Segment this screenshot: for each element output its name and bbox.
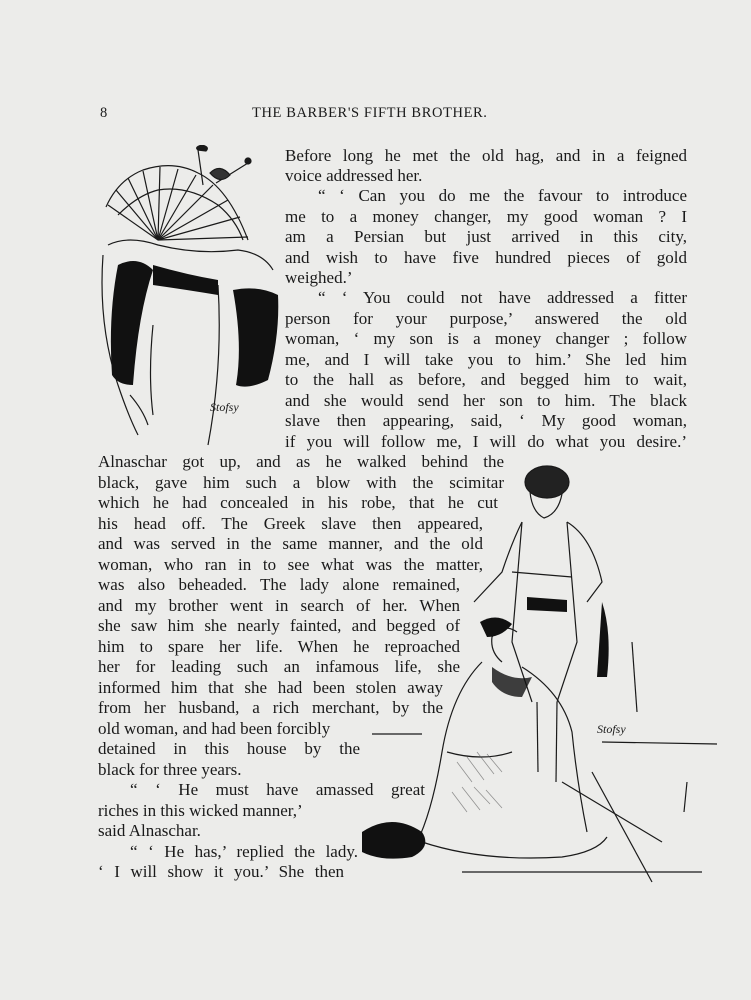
fan-headdress-illustration <box>98 145 283 450</box>
text-line: “ ‘ Can you do me the favour to introduce <box>318 186 687 205</box>
running-title: THE BARBER'S FIFTH BROTHER. <box>252 105 488 121</box>
text-line: him to spare her life. When he reproached <box>98 637 460 656</box>
text-line: black, gave him such a blow with the scimitar <box>98 473 504 492</box>
text-line: and wish to have five hundred pieces of gold <box>285 248 687 267</box>
text-line: ‘ I will show it you.’ She then <box>98 862 344 881</box>
text-line: detained in this house by the <box>98 739 360 758</box>
text-line: woman, ‘ my son is a money changer ; follow <box>285 329 687 348</box>
text-line: and my brother went in search of her. When <box>98 596 460 615</box>
text-line: if you will follow me, I will do what you desire.’ <box>285 432 687 451</box>
text-line: am a Persian but just arrived in this city, <box>285 227 687 246</box>
page-number: 8 <box>100 105 108 121</box>
text-line: to the hall as before, and begged him to wait, <box>285 370 687 389</box>
scene-illustration-signature: Stofsy <box>597 722 626 736</box>
text-line: weighed.’ <box>285 268 353 287</box>
text-line: slave then appearing, said, ‘ My good woman, <box>285 411 687 430</box>
text-line: black for three years. <box>98 760 242 779</box>
text-line: from her husband, a rich merchant, by the <box>98 698 443 717</box>
text-line: riches in this wicked manner,’ <box>98 801 303 820</box>
text-line: and was served in the same manner, and the old <box>98 534 483 553</box>
text-line: she saw him she nearly fainted, and begged of <box>98 616 460 635</box>
text-line: old woman, and had been forcibly <box>98 719 331 738</box>
text-line: me, and I will take you to him.’ She led him <box>285 350 687 369</box>
text-line: said Alnaschar. <box>98 821 201 840</box>
text-line: voice addressed her. <box>285 166 423 185</box>
text-line: “ ‘ He must have amassed great <box>130 780 425 799</box>
text-line: me to a money changer, my good woman ? I <box>285 207 687 226</box>
text-line: which he had concealed in his robe, that he cut <box>98 493 498 512</box>
text-line: person for your purpose,’ answered the old <box>285 309 687 328</box>
fan-illustration-signature: Stofsy <box>210 400 239 414</box>
text-line: informed him that she had been stolen away <box>98 678 443 697</box>
text-line: “ ‘ He has,’ replied the lady. <box>130 842 358 861</box>
text-line: his head off. The Greek slave then appeared, <box>98 514 483 533</box>
text-line: was also beheaded. The lady alone remained, <box>98 575 460 594</box>
text-line: Before long he met the old hag, and in a feigned <box>285 146 687 165</box>
text-line: woman, who ran in to see what was the matter, <box>98 555 483 574</box>
page-header <box>0 105 751 129</box>
text-line: “ ‘ You could not have addressed a fitter <box>318 288 687 307</box>
text-line: and she would send her son to him. The black <box>285 391 687 410</box>
text-line: Alnaschar got up, and as he walked behind the <box>98 452 504 471</box>
text-line: her for leading such an infamous life, she <box>98 657 460 676</box>
